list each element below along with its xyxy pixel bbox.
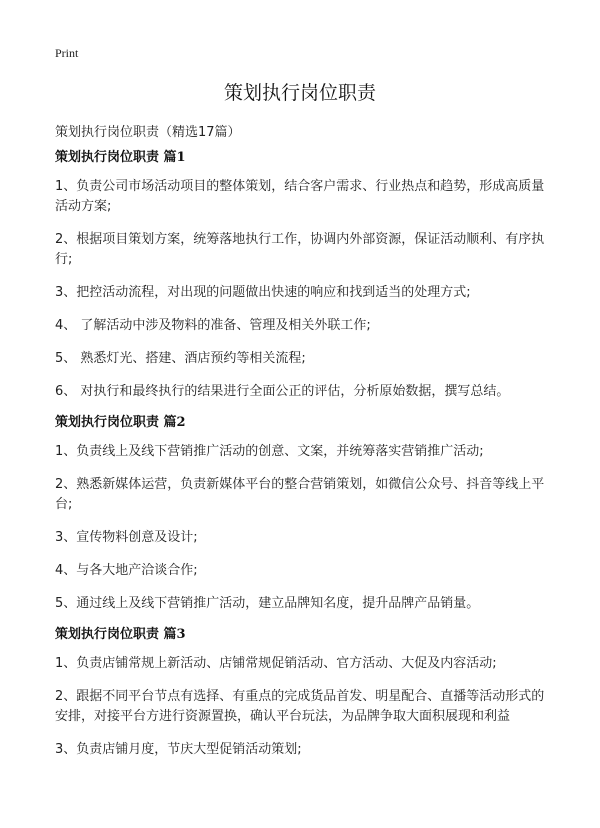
list-item: 1、负责公司市场活动项目的整体策划，结合客户需求、行业热点和趋势，形成高质量活动方案;	[55, 179, 545, 214]
section-heading: 策划执行岗位职责 篇3	[55, 627, 186, 642]
list-item: 2、熟悉新媒体运营，负责新媒体平台的整合营销策划，如微信公众号、抖音等线上平台;	[55, 477, 545, 512]
section-2	[55, 413, 550, 614]
document-body	[55, 148, 550, 773]
list-item: 5、 熟悉灯光、搭建、酒店预约等相关流程;	[55, 351, 306, 366]
list-item: 1、负责店铺常规上新活动、店铺常规促销活动、官方活动、大促及内容活动;	[55, 656, 497, 671]
section-heading: 策划执行岗位职责 篇1	[55, 150, 186, 165]
list-item: 2、跟据不同平台节点有选择、有重点的完成货品首发、明星配合、直播等活动形式的安排，对接平台方进行资源置换，确认平台玩法，为品牌争取大面积展现和利益	[55, 689, 545, 724]
list-item: 3、负责店铺月度，节庆大型促销活动策划;	[55, 742, 302, 757]
list-item: 1、负责线上及线下营销推广活动的创意、文案，并统筹落实营销推广活动;	[55, 444, 484, 459]
list-item: 3、把控活动流程，对出现的问题做出快速的响应和找到适当的处理方式;	[55, 285, 471, 300]
list-item: 2、根据项目策划方案，统筹落地执行工作，协调内外部资源，保证活动顺利、有序执行;	[55, 232, 545, 267]
document-subtitle: 策划执行岗位职责（精选17篇）	[55, 125, 241, 140]
list-item: 6、 对执行和最终执行的结果进行全面公正的评估，分析原始数据，撰写总结。	[55, 384, 510, 399]
section-1	[55, 148, 550, 402]
document-title: 策划执行岗位职责	[223, 82, 376, 104]
list-item: 4、与各大地产洽谈合作;	[55, 563, 198, 578]
section-3	[55, 625, 550, 760]
list-item: 4、 了解活动中涉及物料的准备、管理及相关外联工作;	[55, 318, 371, 333]
print-label: Print	[55, 46, 79, 60]
section-heading: 策划执行岗位职责 篇2	[55, 415, 186, 430]
list-item: 3、宣传物料创意及设计;	[55, 530, 198, 545]
list-item: 5、通过线上及线下营销推广活动，建立品牌知名度，提升品牌产品销量。	[55, 596, 480, 611]
